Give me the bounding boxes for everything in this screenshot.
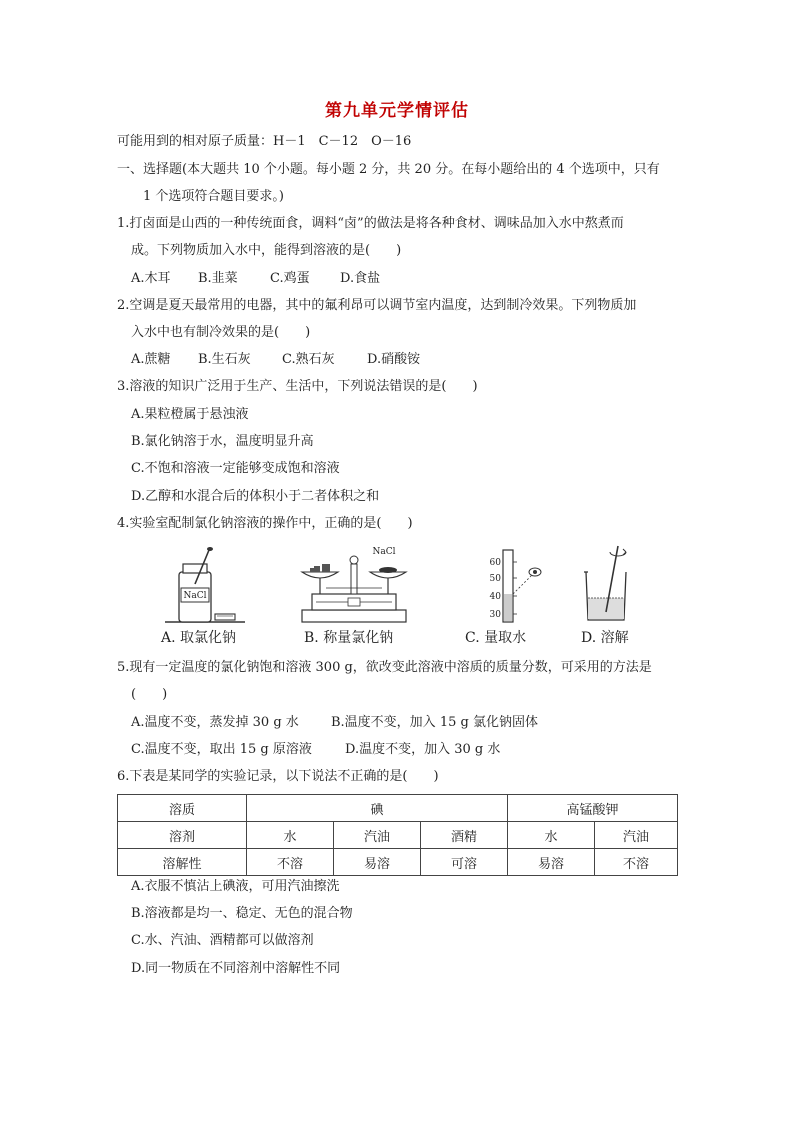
q6-option-d[interactable]: D.同一物质在不同溶剂中溶解性不同 bbox=[131, 961, 341, 976]
q2-stem-line2: 入水中也有制冷效果的是( ) bbox=[131, 325, 311, 340]
q5-option-d[interactable]: D.温度不变，加入 30 g 水 bbox=[345, 742, 501, 757]
page-title: 第九单元学情评估 bbox=[325, 101, 469, 121]
q6-option-a[interactable]: A.衣服不慎沾上碘液，可用汽油擦洗 bbox=[131, 879, 340, 894]
q6-option-c[interactable]: C.水、汽油、酒精都可以做溶剂 bbox=[131, 933, 314, 948]
q3-option-a[interactable]: A.果粒橙属于悬浊液 bbox=[131, 407, 249, 422]
table-cell: 水 bbox=[508, 822, 595, 849]
tick-50: 50 bbox=[489, 574, 501, 584]
table-cell: 不溶 bbox=[247, 849, 334, 876]
table-row bbox=[118, 795, 678, 822]
q1-option-b[interactable]: B.韭菜 bbox=[198, 271, 238, 286]
q5-option-a[interactable]: A.温度不变，蒸发掉 30 g 水 bbox=[131, 715, 299, 730]
table-cell: 易溶 bbox=[508, 849, 595, 876]
q2-options bbox=[131, 351, 420, 369]
table-cell: 汽油 bbox=[334, 822, 421, 849]
table-cell: 溶质 bbox=[118, 795, 247, 822]
balance-label: NaCl bbox=[372, 547, 396, 557]
q5-stem-line2: ( ) bbox=[131, 687, 168, 702]
q2-option-d[interactable]: D.硝酸铵 bbox=[367, 352, 421, 367]
solubility-table bbox=[117, 794, 678, 876]
figure-d-dissolve[interactable] bbox=[580, 542, 632, 624]
q5-options-row2 bbox=[131, 741, 500, 759]
tick-60: 60 bbox=[489, 558, 501, 568]
table-cell: 溶剂 bbox=[118, 822, 247, 849]
q5-option-b[interactable]: B.温度不变，加入 15 g 氯化钠固体 bbox=[331, 715, 538, 730]
q6-option-b[interactable]: B.溶液都是均一、稳定、无色的混合物 bbox=[131, 906, 353, 921]
table-cell: 溶解性 bbox=[118, 849, 247, 876]
table-cell: 碘 bbox=[247, 795, 508, 822]
q1-options bbox=[131, 270, 380, 288]
figure-a-take-nacl[interactable] bbox=[165, 546, 245, 624]
q5-option-c[interactable]: C.温度不变，取出 15 g 原溶液 bbox=[131, 742, 312, 757]
q3-stem: 3.溶液的知识广泛用于生产、生活中，下列说法错误的是( ) bbox=[117, 379, 478, 394]
table-cell: 高锰酸钾 bbox=[508, 795, 678, 822]
table-cell: 酒精 bbox=[421, 822, 508, 849]
table-cell: 不溶 bbox=[595, 849, 678, 876]
q2-option-b[interactable]: B.生石灰 bbox=[198, 352, 251, 367]
table-row bbox=[118, 849, 678, 876]
q3-option-b[interactable]: B.氯化钠溶于水，温度明显升高 bbox=[131, 434, 314, 449]
caption-c: C. 量取水 bbox=[465, 630, 527, 646]
table-cell: 汽油 bbox=[595, 822, 678, 849]
caption-a: A. 取氯化钠 bbox=[161, 630, 237, 646]
q1-stem-line2: 成。下列物质加入水中，能得到溶液的是( ) bbox=[131, 243, 402, 258]
q2-stem-line1: 2.空调是夏天最常用的电器，其中的氟利昂可以调节室内温度，达到制冷效果。下列物质加 bbox=[117, 298, 637, 313]
section-heading-line1: 一、选择题(本大题共 10 个小题。每小题 2 分，共 20 分。在每小题给出的 4 个选项中，只有 bbox=[117, 162, 660, 177]
q2-option-c[interactable]: C.熟石灰 bbox=[282, 352, 335, 367]
figure-c-measure-water[interactable] bbox=[483, 548, 543, 624]
q2-option-a[interactable]: A.蔗糖 bbox=[131, 352, 171, 367]
table-cell: 可溶 bbox=[421, 849, 508, 876]
tick-30: 30 bbox=[489, 610, 501, 620]
section-heading-line2: 1 个选项符合题目要求。) bbox=[143, 189, 284, 204]
jar-label: NaCl bbox=[183, 591, 207, 601]
q4-stem: 4.实验室配制氯化钠溶液的操作中，正确的是( ) bbox=[117, 516, 413, 531]
q3-option-c[interactable]: C.不饱和溶液一定能够变成饱和溶液 bbox=[131, 461, 340, 476]
caption-b: B. 称量氯化钠 bbox=[304, 630, 394, 646]
q1-option-a[interactable]: A.木耳 bbox=[131, 271, 171, 286]
q1-stem-line1: 1.打卤面是山西的一种传统面食，调料“卤”的做法是将各种食材、调味品加入水中熬煮而 bbox=[117, 216, 624, 231]
q5-options-row1 bbox=[131, 714, 538, 732]
figure-b-weigh-nacl[interactable] bbox=[296, 544, 412, 624]
q5-stem-line1: 5.现有一定温度的氯化钠饱和溶液 300 g，欲改变此溶液中溶质的质量分数，可采用的方法是 bbox=[117, 660, 652, 675]
q3-option-d[interactable]: D.乙醇和水混合后的体积小于二者体积之和 bbox=[131, 489, 380, 504]
tick-40: 40 bbox=[489, 592, 501, 602]
q6-stem: 6.下表是某同学的实验记录，以下说法不正确的是( ) bbox=[117, 769, 439, 784]
q1-option-c[interactable]: C.鸡蛋 bbox=[270, 271, 310, 286]
table-cell: 易溶 bbox=[334, 849, 421, 876]
q1-option-d[interactable]: D.食盐 bbox=[340, 271, 381, 286]
table-cell: 水 bbox=[247, 822, 334, 849]
caption-d: D. 溶解 bbox=[581, 630, 629, 646]
atomic-mass-note: 可能用到的相对原子质量：H－1 C－12 O－16 bbox=[117, 134, 412, 149]
table-row bbox=[118, 822, 678, 849]
